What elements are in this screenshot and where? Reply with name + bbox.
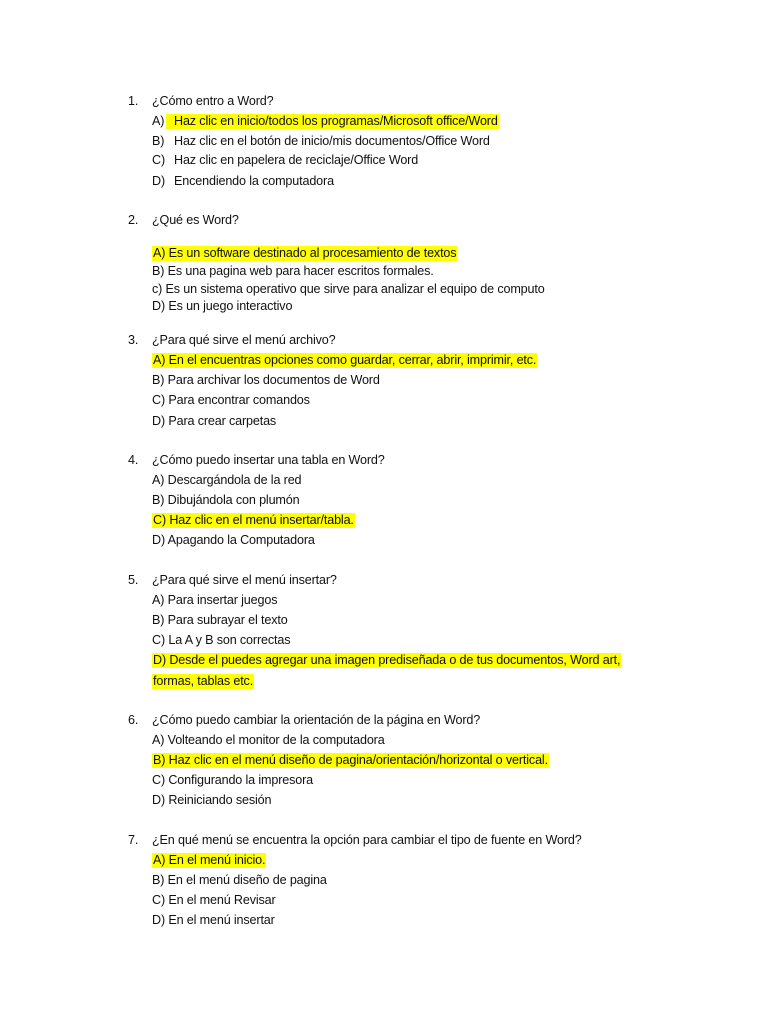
question-text: ¿Cómo puedo insertar una tabla en Word?	[152, 453, 385, 467]
option-text: A) Para insertar juegos	[152, 593, 278, 607]
question-number: 4.	[128, 453, 139, 467]
question-number: 2.	[128, 213, 139, 227]
option-text-highlighted: C) Haz clic en el menú insertar/tabla.	[153, 513, 354, 527]
option-text-highlighted: A) En el menú inicio.	[153, 853, 266, 867]
option-text: C) En el menú Revisar	[152, 893, 276, 907]
option-text: C) Configurando la impresora	[152, 773, 313, 787]
option-text: A) Descargándola de la red	[152, 473, 302, 487]
question-text: ¿Cómo puedo cambiar la orientación de la página en Word?	[152, 713, 481, 727]
option-text-highlighted: D) Desde el puedes agregar una imagen prediseñada o de tus documentos, Word art,	[153, 653, 621, 667]
option-text: Haz clic en el botón de inicio/mis documentos/Office Word	[174, 134, 490, 148]
question-text: ¿Para qué sirve el menú insertar?	[152, 573, 337, 587]
option-text: D) En el menú insertar	[152, 913, 275, 927]
option-text: B) En el menú diseño de pagina	[152, 873, 327, 887]
question-number: 1.	[128, 94, 139, 108]
option-text-highlighted: A) Es un software destinado al procesamiento de textos	[153, 246, 457, 260]
option-letter: D)	[152, 174, 165, 188]
option-text: c) Es un sistema operativo que sirve para analizar el equipo de computo	[152, 282, 545, 296]
question-number: 5.	[128, 573, 139, 587]
option-text: B) Para archivar los documentos de Word	[152, 373, 380, 387]
question-text: ¿En qué menú se encuentra la opción para cambiar el tipo de fuente en Word?	[152, 833, 582, 847]
question-text: ¿Qué es Word?	[152, 213, 239, 227]
option-text: B) Para subrayar el texto	[152, 613, 288, 627]
question-number: 3.	[128, 333, 139, 347]
option-text-highlighted: A) En el encuentras opciones como guardar, cerrar, abrir, imprimir, etc.	[153, 353, 537, 367]
option-text-highlighted: formas, tablas etc.	[153, 674, 254, 688]
option-text-highlighted: B) Haz clic en el menú diseño de pagina/orientación/horizontal o vertical.	[153, 753, 548, 767]
option-text: B) Es una pagina web para hacer escritos formales.	[152, 264, 434, 278]
option-text: C) Para encontrar comandos	[152, 393, 310, 407]
question-number: 6.	[128, 713, 139, 727]
option-letter: C)	[152, 153, 165, 167]
option-text: D) Reiniciando sesión	[152, 793, 272, 807]
question-number: 7.	[128, 833, 139, 847]
option-text: A) Volteando el monitor de la computadora	[152, 733, 385, 747]
question-text: ¿Para qué sirve el menú archivo?	[152, 333, 336, 347]
option-text: C) La A y B son correctas	[152, 633, 291, 647]
option-text: D) Para crear carpetas	[152, 414, 277, 428]
option-text: D) Apagando la Computadora	[152, 533, 315, 547]
option-text: B) Dibujándola con plumón	[152, 493, 300, 507]
option-text: D) Es un juego interactivo	[152, 299, 293, 313]
option-letter: B)	[152, 134, 165, 148]
question-text: ¿Cómo entro a Word?	[152, 94, 274, 108]
option-text: Haz clic en papelera de reciclaje/Office Word	[174, 153, 419, 167]
option-text-highlighted: Haz clic en inicio/todos los programas/Microsoft office/Word	[166, 114, 499, 129]
option-letter: A)	[152, 114, 165, 128]
option-text: Encendiendo la computadora	[174, 174, 334, 188]
